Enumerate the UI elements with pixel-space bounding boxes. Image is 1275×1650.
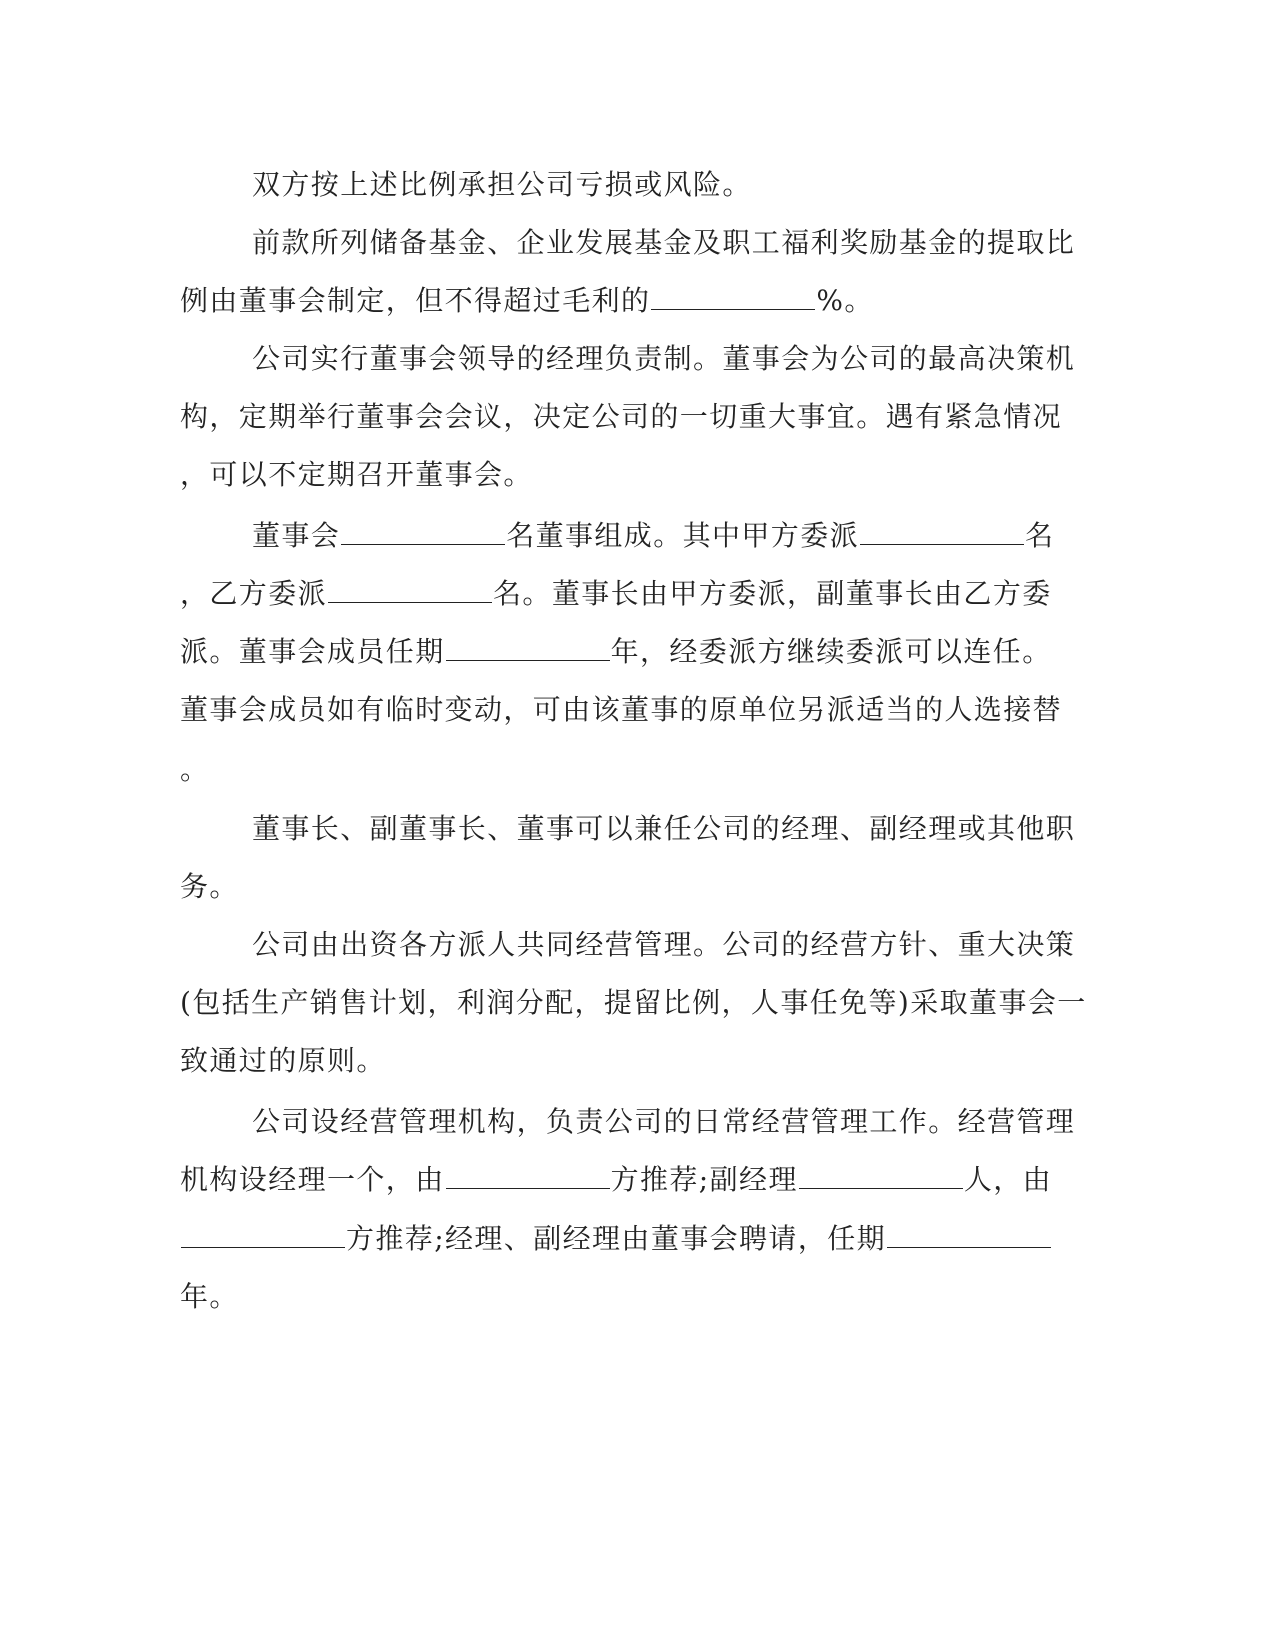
text-run: 名。董事长由甲方委派，副董事长由乙方委: [493, 577, 1052, 610]
paragraph-directors-line-1: [252, 516, 1054, 556]
text-run: 务。: [180, 870, 239, 903]
text-run: 董事会: [252, 519, 341, 552]
paragraph-management-line-2: [180, 983, 1087, 1023]
paragraph-board-line-3: [180, 455, 533, 495]
text-run: 董事长、副董事长、董事可以兼任公司的经理、副经理或其他职: [252, 812, 1076, 845]
fill-in-blank: [328, 576, 492, 603]
paragraph-managers-line-3: [180, 1219, 1052, 1259]
fill-in-blank: [341, 518, 505, 545]
text-run: 名: [1025, 519, 1055, 552]
paragraph-loss-sharing: [252, 165, 752, 205]
paragraph-managers-line-4: [180, 1277, 239, 1317]
fill-in-blank: [860, 518, 1024, 545]
paragraph-directors-line-3: [180, 632, 1052, 672]
text-run: 机构设经理一个，由: [180, 1163, 445, 1196]
text-run: 名董事组成。其中甲方委派: [506, 519, 860, 552]
text-run: 方推荐;经理、副经理由董事会聘请，任期: [346, 1222, 887, 1255]
paragraph-managers-line-2: [180, 1160, 1052, 1200]
paragraph-reserve-fund-line-1: [252, 223, 1075, 263]
text-run: %。: [816, 284, 874, 317]
fill-in-blank: [446, 1162, 610, 1189]
text-run: 董事会成员如有临时变动，可由该董事的原单位另派适当的人选接替: [180, 693, 1063, 726]
text-run: 。: [180, 753, 210, 786]
paragraph-management-line-1: [252, 925, 1075, 965]
paragraph-management-line-3: [180, 1041, 386, 1081]
text-run: (包括生产销售计划，利润分配，提留比例，人事任免等)采取董事会一: [180, 986, 1087, 1019]
paragraph-concurrent-posts-line-1: [252, 809, 1075, 849]
text-run: 公司由出资各方派人共同经营管理。公司的经营方针、重大决策: [252, 928, 1076, 961]
text-run: 例由董事会制定，但不得超过毛利的: [180, 284, 651, 317]
text-run: ，可以不定期召开董事会。: [180, 458, 533, 491]
fill-in-blank: [181, 1221, 345, 1248]
fill-in-blank: [651, 283, 815, 310]
fill-in-blank: [887, 1221, 1051, 1248]
text-run: 年，经委派方继续委派可以连任。: [610, 635, 1052, 668]
text-run: 构，定期举行董事会会议，决定公司的一切重大事宜。遇有紧急情况: [180, 400, 1063, 433]
paragraph-directors-line-5: [180, 750, 209, 790]
text-run: ，乙方委派: [180, 577, 328, 610]
text-run: 人，由: [963, 1163, 1053, 1196]
text-run: 方推荐;副经理: [610, 1163, 798, 1196]
paragraph-directors-line-2: [180, 574, 1052, 614]
paragraph-board-line-2: [180, 397, 1062, 437]
text-run: 前款所列储备基金、企业发展基金及职工福利奖励基金的提取比: [252, 226, 1076, 259]
fill-in-blank: [799, 1162, 963, 1189]
paragraph-concurrent-posts-line-2: [180, 867, 239, 907]
text-run: 致通过的原则。: [180, 1044, 386, 1077]
paragraph-reserve-fund-line-2: [180, 281, 874, 321]
text-run: 派。董事会成员任期: [180, 635, 445, 668]
text-run: 年。: [180, 1280, 239, 1313]
paragraph-managers-line-1: [252, 1102, 1075, 1142]
fill-in-blank: [446, 634, 610, 661]
paragraph-directors-line-4: [180, 690, 1062, 730]
text-run: 双方按上述比例承担公司亏损或风险。: [252, 168, 752, 201]
text-run: 公司设经营管理机构，负责公司的日常经营管理工作。经营管理: [252, 1105, 1076, 1138]
paragraph-board-line-1: [252, 339, 1075, 379]
text-run: 公司实行董事会领导的经理负责制。董事会为公司的最高决策机: [252, 342, 1076, 375]
